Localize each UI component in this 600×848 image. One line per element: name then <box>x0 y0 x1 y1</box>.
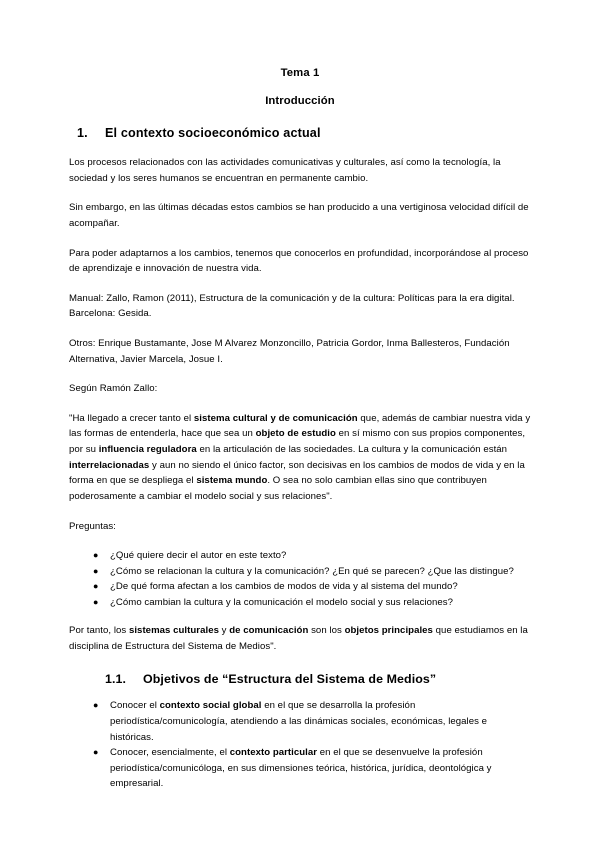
list-item <box>69 745 531 792</box>
bullet-icon: ● <box>93 549 99 560</box>
closing-text-1: Por tanto, los <box>69 625 129 637</box>
list-item <box>69 698 531 745</box>
quote-bold-3: influencia reguladora <box>98 443 197 455</box>
question-text: ¿Cómo se relacionan la cultura y la comunicación? ¿En qué se parecen? ¿Que las distingue? <box>110 565 514 577</box>
objective-text-2: en el que se desarrolla la profesión periodística/comunicología, atendiendo a las dinámicas sociales, económicas, legales e históricas. <box>110 700 488 743</box>
zallo-quote <box>69 411 531 505</box>
quote-text-2: que, además de cambiar nuestra vida y las formas de entenderla, hace que sea un <box>69 412 531 440</box>
objective-bold-2: contexto particular <box>229 747 318 759</box>
section-heading-1-1 <box>69 672 531 686</box>
closing-text-2: y <box>218 625 230 637</box>
closing-text-4: que estudiamos en la disciplina de Estructura del Sistema de Medios". <box>69 625 528 652</box>
objective-text-3: Conocer, esencialmente, el <box>110 747 230 759</box>
bullet-icon: ● <box>93 565 99 576</box>
quote-text-4: en la articulación de las sociedades. La cultura y la comunicación están <box>196 443 508 455</box>
questions-list <box>69 548 531 610</box>
closing-bold-2: de comunicación <box>229 625 309 637</box>
closing-bold-3: objetos principales <box>344 625 433 637</box>
section-title-1-1: Objetivos de “Estructura del Sistema de Medios” <box>143 672 437 687</box>
document-title: Tema 1 <box>280 67 320 79</box>
quote-text-5: y aun no siendo el único factor, son decisivas en los cambios de modos de vida y en la forma en que se despliega el <box>69 459 525 487</box>
quote-bold-1: sistema cultural y de comunicación <box>193 412 358 424</box>
document-body <box>69 66 531 805</box>
bullet-icon: ● <box>93 596 99 607</box>
list-item <box>69 579 531 595</box>
section-number-1-1: 1.1. <box>105 672 127 687</box>
list-item <box>69 595 531 611</box>
question-text: ¿Qué quiere decir el autor en este texto? <box>110 549 287 561</box>
section-number-1: 1. <box>77 126 88 141</box>
closing-text-3: son los <box>308 625 345 637</box>
objective-text-4: en el que se desenvuelve la profesión periodística/comunicóloga, en sus dimensiones teórica, histórica, jurídica, deontológica y empresarial. <box>110 747 492 790</box>
list-item <box>69 548 531 564</box>
closing-paragraph <box>69 623 531 654</box>
question-text: ¿De qué forma afectan a los cambios de modos de vida y al sistema del mundo? <box>110 581 458 593</box>
quote-bold-5: sistema mundo <box>196 475 268 487</box>
quote-bold-4: interrelacionadas <box>69 459 150 471</box>
question-text: ¿Cómo cambian la cultura y la comunicación el modelo social y sus relaciones? <box>110 596 453 608</box>
manual-reference: Manual: Zallo, Ramon (2011), Estructura de la comunicación y de la cultura: Políticas para la era digital. Barcelona: Gesida. <box>69 292 515 320</box>
quote-text-6: . O sea no solo cambian ellas sino que contribuyen poderosamente a cambiar el modelo social y sus relaciones". <box>69 475 487 502</box>
bullet-icon: ● <box>93 581 99 592</box>
section-heading-1 <box>69 126 531 140</box>
objectives-list <box>69 698 531 792</box>
closing-bold-1: sistemas culturales <box>128 625 219 637</box>
list-item <box>69 564 531 580</box>
quote-text-3: en sí mismo con sus propios componentes, por su <box>69 428 526 455</box>
paragraph-3: Para poder adaptarnos a los cambios, tenemos que conocerlos en profundidad, incorporándose al proceso de aprendizaje e innovación de nuestra vida. <box>69 247 529 275</box>
bullet-icon: ● <box>93 700 99 711</box>
paragraph-1: Los procesos relacionados con las actividades comunicativas y culturales, así como la tecnología, la sociedad y los seres humanos se encuentran en permanente cambio. <box>69 157 501 184</box>
questions-label: Preguntas: <box>69 521 116 533</box>
quote-text-1: "Ha llegado a crecer tanto el <box>69 412 194 424</box>
document-subtitle: Introducción <box>265 95 335 108</box>
section-title-1: El contexto socioeconómico actual <box>105 126 321 141</box>
paragraph-2: Sin embargo, en las últimas décadas estos cambios se han producido a una vertiginosa velocidad difícil de acompañar. <box>69 202 529 229</box>
bullet-icon: ● <box>93 747 99 758</box>
quote-bold-2: objeto de estudio <box>255 428 336 440</box>
other-authors: Otros: Enrique Bustamante, Jose M Alvarez Monzoncillo, Patricia Gordor, Inma Ballesteros, Fundación Alternativa, Javier Marcela, Josue I. <box>69 337 510 365</box>
quote-attribution: Según Ramón Zallo: <box>69 383 158 395</box>
objective-bold-1: contexto social global <box>159 700 262 712</box>
objective-text-1: Conocer el <box>110 700 160 712</box>
